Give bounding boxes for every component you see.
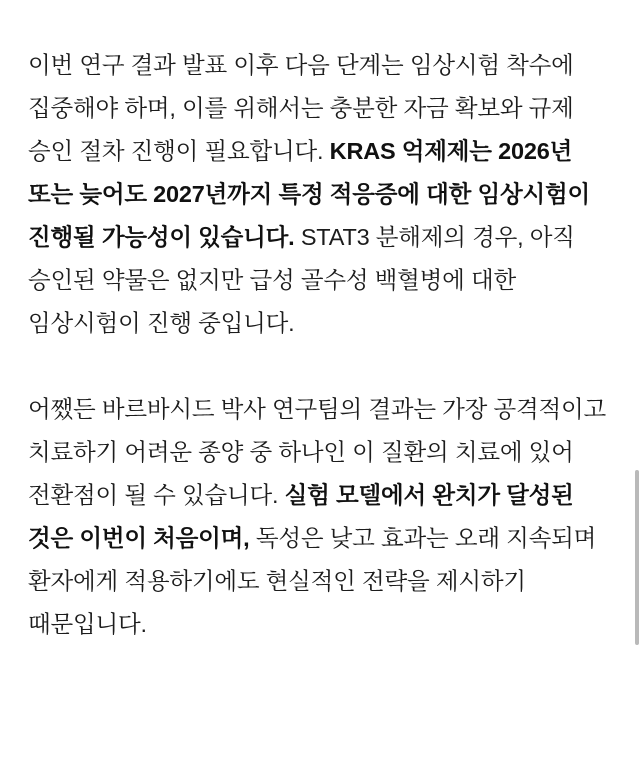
paragraph-1-run-1: KRAS 억제제는 2026년 또는 늦어도 2027년까지 특정 적응증에 대한 임상시험이 진행될 가능성이 있습니다. xyxy=(28,138,590,250)
paragraph-2-run-2: 독성은 낮고 효과는 오래 지속되며 환자에게 적용하기에도 현실적인 전략을 제시하기 때문입니다. xyxy=(28,525,597,637)
paragraph-2 xyxy=(28,388,612,646)
vertical-scrollbar-track[interactable] xyxy=(634,0,640,763)
vertical-scrollbar-thumb[interactable] xyxy=(635,470,639,645)
article-body xyxy=(28,44,612,646)
paragraph-1-run-0: 이번 연구 결과 발표 이후 다음 단계는 임상시험 착수에 집중해야 하며, 이를 위해서는 충분한 자금 확보와 규제 승인 절차 진행이 필요합니다. xyxy=(28,52,574,164)
paragraph-2-run-0: 어쨌든 바르바시드 박사 연구팀의 결과는 가장 공격적이고 치료하기 어려운 종양 중 하나인 이 질환의 치료에 있어 전환점이 될 수 있습니다. xyxy=(28,396,606,508)
paragraph-1 xyxy=(28,44,612,345)
paragraph-2-run-1: 실험 모델에서 완치가 달성된 것은 이번이 처음이며, xyxy=(28,482,574,551)
paragraph-1-run-2: STAT3 분해제의 경우, 아직 승인된 약물은 없지만 급성 골수성 백혈병에 대한 임상시험이 진행 중입니다. xyxy=(28,224,575,336)
